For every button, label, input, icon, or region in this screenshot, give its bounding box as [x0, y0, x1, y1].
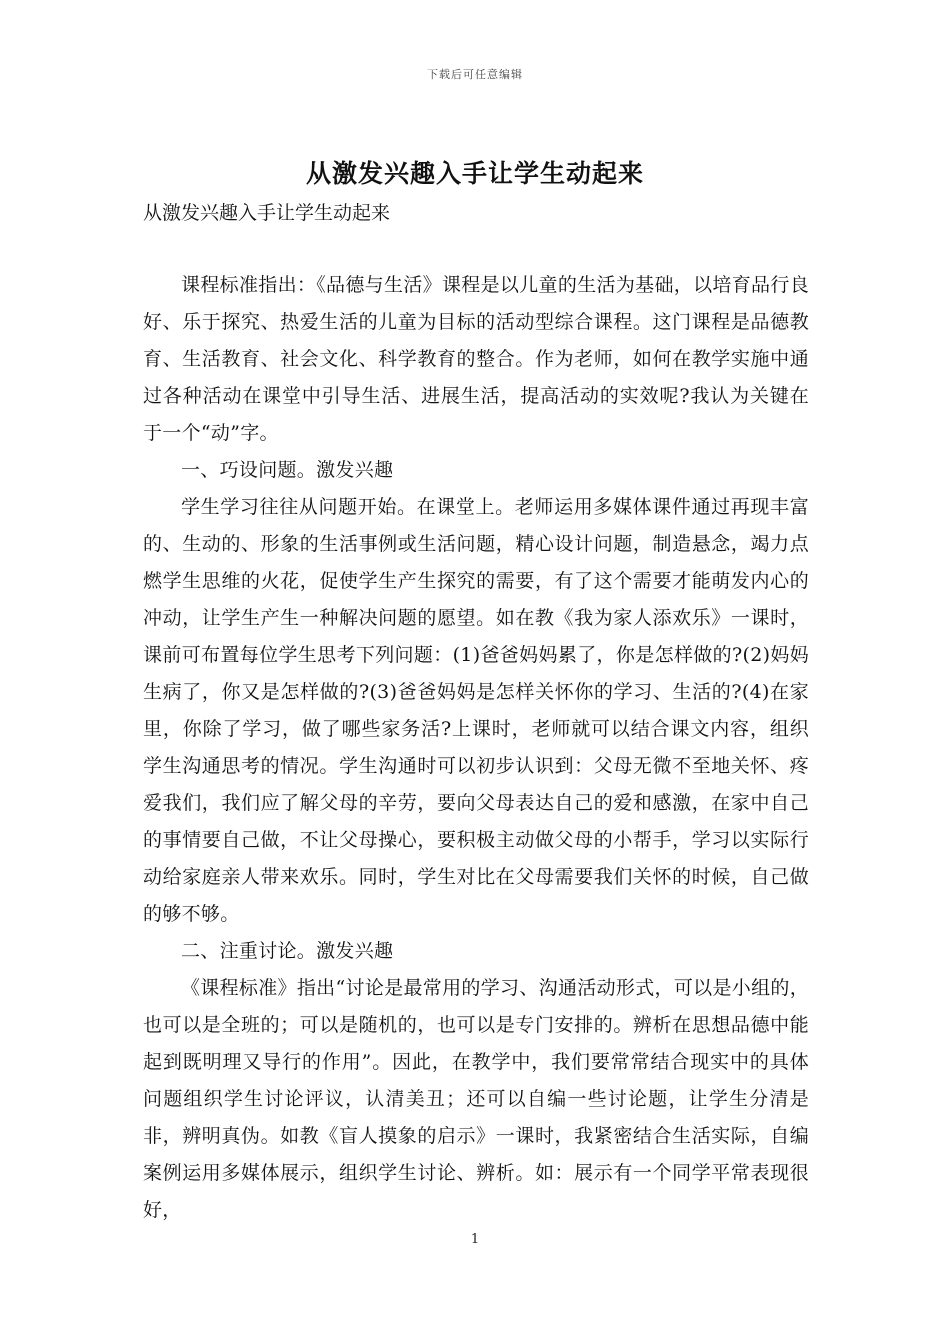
section-heading-1: 一、巧设问题。激发兴趣	[181, 459, 394, 481]
intro-paragraph: 课程标准指出：《品德与生活》课程是以儿童的生活为基础，以培育品行良好、乐于探究、热爱生活的儿童为目标的活动型综合课程。这门课程是品德教育、生活教育、社会文化、科学教育的整合。作为老师，如何在教学实施中通过各种活动在课堂中引导生活、进展生活，提高活动的实效呢?我认为关键在于一个“动”字。	[143, 274, 809, 444]
section-1-paragraph: 学生学习往往从问题开始。在课堂上。老师运用多媒体课件通过再现丰富的、生动的、形象的生活事例或生活问题，精心设计问题，制造悬念，竭力点燃学生思维的火花，促使学生产生探究的需要，有了这个需要才能萌发内心的冲动，让学生产生一种解决问题的愿望。如在教《我为家人添欢乐》一课时，课前可布置每位学生思考下列问题：(1)爸爸妈妈累了，你是怎样做的?(2)妈妈生病了，你又是怎样做的?(3)爸爸妈妈是怎样关怀你的学习、生活的?(4)在家里，你除了学习，做了哪些家务活?上课时，老师就可以结合课文内容，组织学生沟通思考的情况。学生沟通时可以初步认识到：父母无微不至地关怀、疼爱我们，我们应了解父母的辛劳，要向父母表达自己的爱和感激，在家中自己的事情要自己做，不让父母操心，要积极主动做父母的小帮手，学习以实际行动给家庭亲人带来欢乐。同时，学生对比在父母需要我们关怀的时候，自己做的够不够。	[143, 496, 809, 925]
header-note: 下载后可任意编辑	[427, 68, 523, 81]
section-heading-2: 二、注重讨论。激发兴趣	[181, 940, 394, 962]
section-2-paragraph: 《课程标准》指出“讨论是最常用的学习、沟通活动形式，可以是小组的，也可以是全班的；可以是随机的，也可以是专门安排的。辨析在思想品德中能起到既明理又导行的作用”。因此，在教学中，我们要常常结合现实中的具体问题组织学生讨论评议，认清美丑；还可以自编一些讨论题，让学生分清是非，辨明真伪。如教《盲人摸象的启示》一课时，我紧密结合生活实际，自编案例运用多媒体展示，组织学生讨论、辨析。如：展示有一个同学平常表现很好，	[143, 977, 809, 1221]
document-body	[143, 267, 809, 1229]
document-title: 从激发兴趣入手让学生动起来	[305, 159, 644, 188]
document-subtitle: 从激发兴趣入手让学生动起来	[143, 202, 391, 224]
page-number: 1	[470, 1232, 480, 1247]
